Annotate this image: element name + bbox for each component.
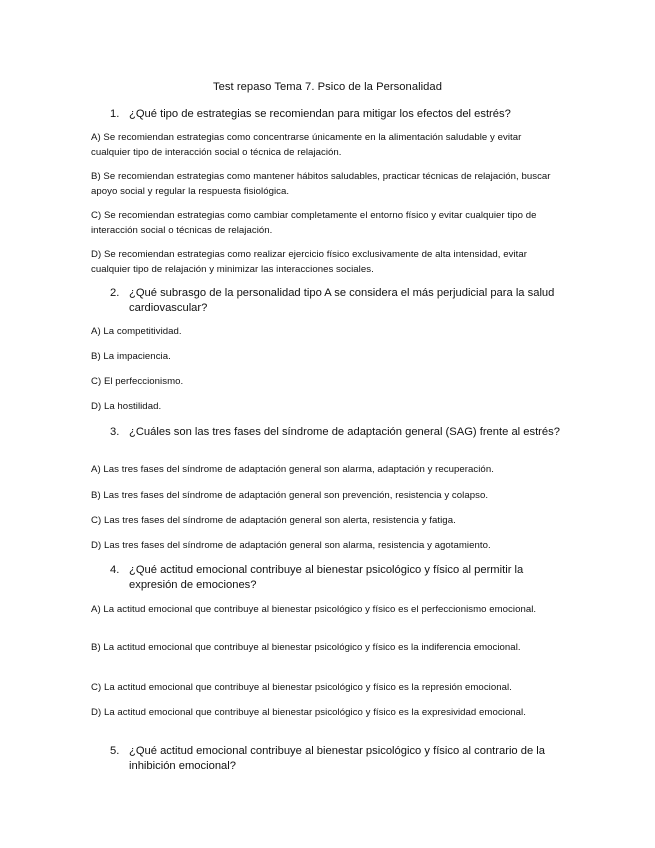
question-text: ¿Qué actitud emocional contribuye al bienestar psicológico y físico al contrario de la inhibición emocional? (129, 745, 546, 772)
question-3 (110, 425, 560, 440)
document-title: Test repaso Tema 7. Psico de la Personalidad (213, 81, 442, 93)
question-text: ¿Cuáles son las tres fases del síndrome de adaptación general (SAG) frente al estrés? (129, 426, 560, 438)
question-text: ¿Qué tipo de estrategias se recomiendan para mitigar los efectos del estrés? (129, 108, 511, 120)
question-4-option-c: C) La actitud emocional que contribuye al bienestar psicológico y físico es la represión emocional. (91, 682, 512, 693)
question-3-option-a: A) Las tres fases del síndrome de adaptación general son alarma, adaptación y recuperación. (91, 464, 494, 475)
question-1 (110, 107, 560, 122)
question-5 (110, 744, 560, 773)
question-4-option-a: A) La actitud emocional que contribuye al bienestar psicológico y físico es el perfeccionismo emocional. (91, 604, 537, 615)
question-2 (110, 286, 560, 315)
question-number: 1. (110, 108, 120, 120)
question-number: 2. (110, 287, 120, 299)
question-2-option-a: A) La competitividad. (91, 326, 182, 337)
question-3-option-b: B) Las tres fases del síndrome de adaptación general son prevención, resistencia y colapso. (91, 490, 489, 501)
question-number: 5. (110, 745, 120, 757)
question-2-option-b: B) La impaciencia. (91, 351, 171, 362)
question-number: 3. (110, 426, 120, 438)
question-1-option-a: A) Se recomiendan estrategias como concentrarse únicamente en la alimentación saludable y evitar cualquier tipo de interacción social o técnica de relajación. (91, 132, 522, 158)
question-4-option-d: D) La actitud emocional que contribuye al bienestar psicológico y físico es la expresividad emocional. (91, 707, 526, 718)
question-3-option-c: C) Las tres fases del síndrome de adaptación general son alerta, resistencia y fatiga. (91, 515, 456, 526)
question-3-option-d: D) Las tres fases del síndrome de adaptación general son alarma, resistencia y agotamiento. (91, 540, 491, 551)
question-number: 4. (110, 564, 120, 576)
question-1-option-c: C) Se recomiendan estrategias como cambiar completamente el entorno físico y evitar cualquier tipo de interacción social o técnicas de relajación. (91, 210, 537, 236)
question-text: ¿Qué actitud emocional contribuye al bienestar psicológico y físico al permitir la expresión de emociones? (129, 564, 524, 591)
question-text: ¿Qué subrasgo de la personalidad tipo A se considera el más perjudicial para la salud cardiovascular? (129, 287, 555, 314)
question-2-option-d: D) La hostilidad. (91, 401, 162, 412)
question-1-option-d: D) Se recomiendan estrategias como realizar ejercicio físico exclusivamente de alta intensidad, evitar cualquier tipo de relajación y minimizar las interacciones sociales. (91, 249, 527, 275)
question-4 (110, 563, 560, 592)
question-1-option-b: B) Se recomiendan estrategias como mantener hábitos saludables, practicar técnicas de relajación, buscar apoyo social y regular la respuesta fisiológica. (91, 171, 551, 197)
question-4-option-b: B) La actitud emocional que contribuye al bienestar psicológico y físico es la indiferencia emocional. (91, 642, 521, 653)
question-2-option-c: C) El perfeccionismo. (91, 376, 184, 387)
